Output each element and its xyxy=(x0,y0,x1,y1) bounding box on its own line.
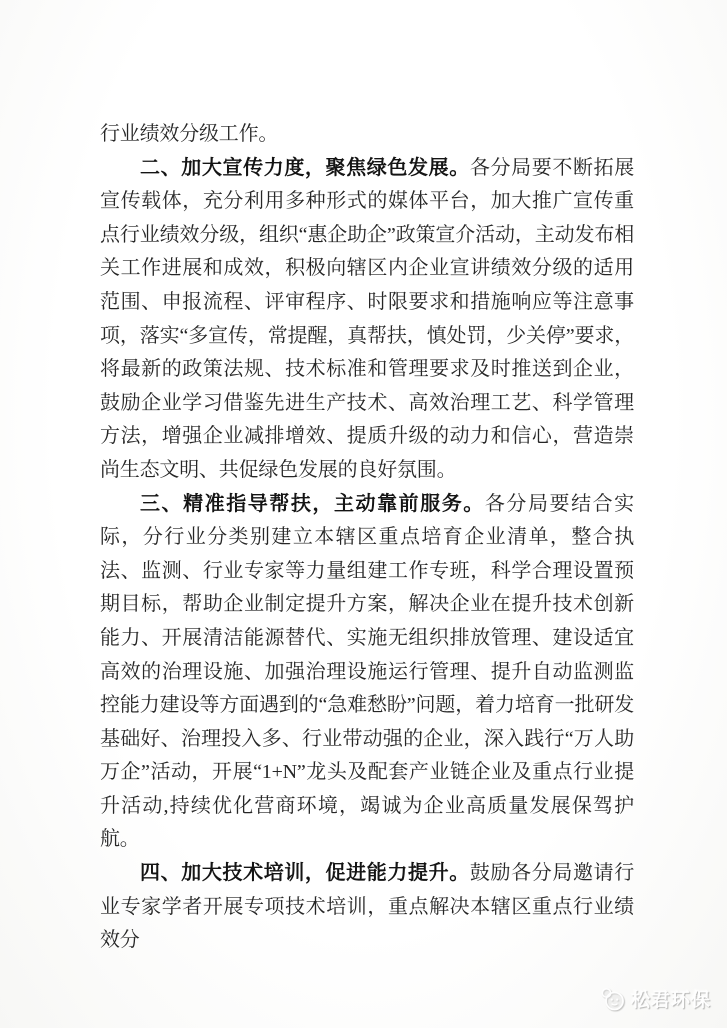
paragraph-section-2 xyxy=(100,152,634,488)
paragraph-section-4 xyxy=(100,857,634,958)
continuation-text: 行业绩效分级工作。 xyxy=(100,123,279,145)
section-4-heading: 四、加大技术培训，促进能力提升。 xyxy=(140,862,470,885)
watermark-brand xyxy=(600,985,711,1012)
panda-mascot-logo-icon xyxy=(600,986,626,1012)
section-3-heading: 三、精准指导帮扶，主动靠前服务。 xyxy=(140,492,485,515)
paragraph-continuation xyxy=(100,118,634,152)
section-3-body: 各分局要结合实际，分行业分类别建立本辖区重点培育企业清单，整合执法、监测、行业专家等力量组建工作专班，科学合理设置预期目标，帮助企业制定提升方案，解决企业在提升技术创新能力、开展清洁能源替代、实施无组织排放管理、建设适宜高效的治理设施、加强治理设施运行管理、提升自动监测监控能力建设等方面遇到的“急难愁盼”问题，着力培育一批研发基础好、治理投入多、行业带动强的企业，深入践行“万人助万企”活动，开展“1+N”龙头及配套产业链企业及重点行业提升活动,持续优化营商环境，竭诚为企业高质量发展保驾护航。 xyxy=(100,492,634,851)
paragraph-section-3 xyxy=(100,488,634,858)
watermark-brand-text: 松君环保 xyxy=(630,990,711,1011)
section-2-body: 各分局要不断拓展宣传载体，充分利用多种形式的媒体平台，加大推广宣传重点行业绩效分级，组织“惠企助企”政策宣介活动，主动发布相关工作进展和成效，积极向辖区内企业宣讲绩效分级的适用范围、申报流程、评审程序、时限要求和措施响应等注意事项，落实“多宣传，常提醒，真帮扶，慎处罚，少关停”要求，将最新的政策法规、技术标准和管理要求及时推送到企业，鼓励企业学习借鉴先进生产技术、高效治理工艺、科学管理方法，增强企业减排增效、提质升级的动力和信心，营造崇尚生态文明、共促绿色发展的良好氛围。 xyxy=(100,156,634,481)
section-2-heading: 二、加大宣传力度，聚焦绿色发展。 xyxy=(140,156,470,179)
section-4-body: 鼓励各分局邀请行业专家学者开展专项技术培训，重点解决本辖区重点行业绩效分 xyxy=(100,862,634,952)
document-body xyxy=(100,118,634,958)
